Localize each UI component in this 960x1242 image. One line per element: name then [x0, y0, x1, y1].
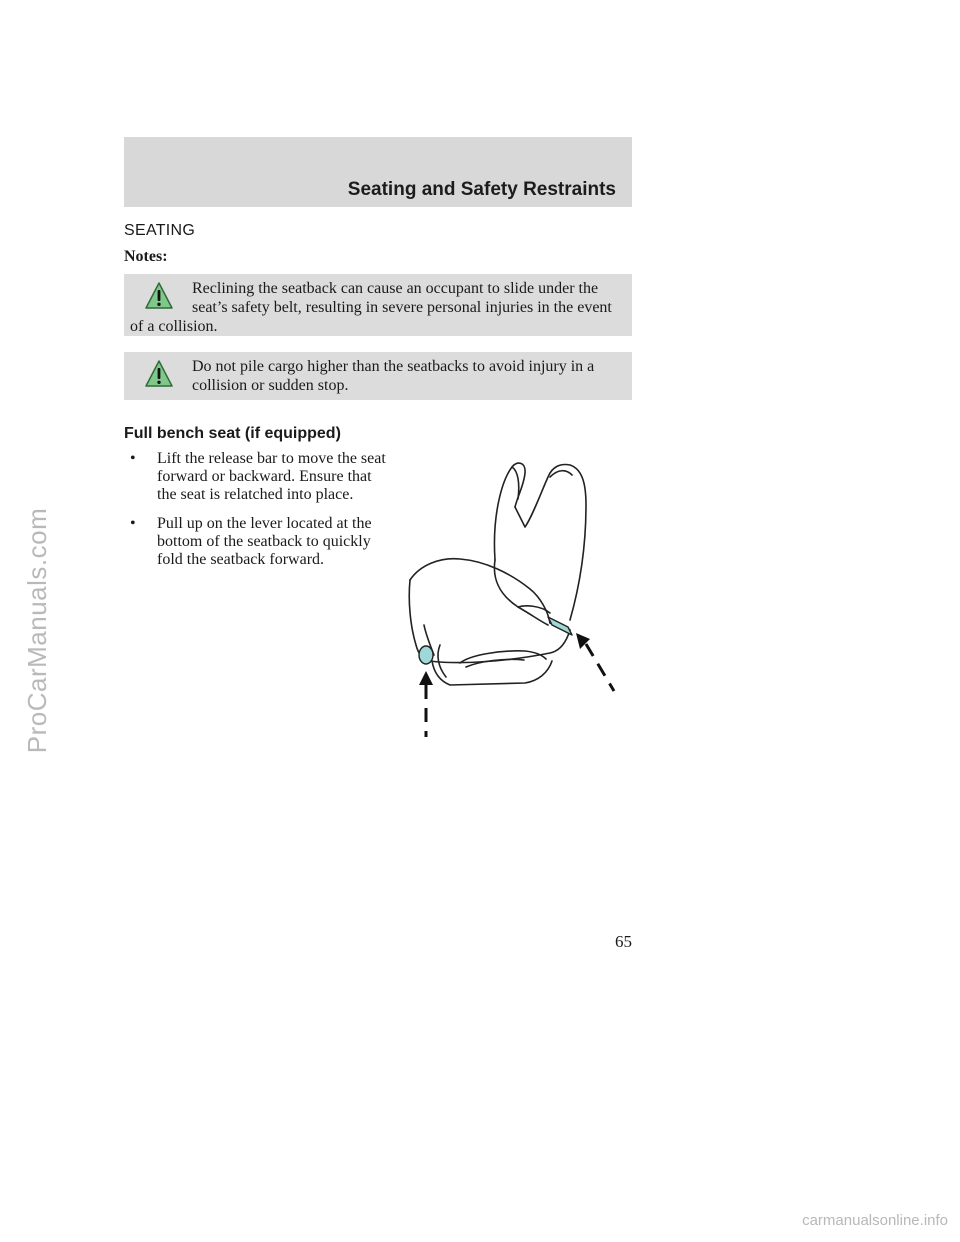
warning-box-recline	[124, 274, 632, 336]
page-number: 65	[615, 932, 632, 951]
bullet-text: Lift the release bar to move the seat forward or backward. Ensure that the seat is relatched into place.	[157, 450, 386, 503]
bench-seat-instructions	[124, 450, 394, 580]
chapter-header	[124, 137, 632, 207]
warning-triangle-icon	[144, 281, 174, 311]
warning-text-cargo: Do not pile cargo higher than the seatbacks to avoid injury in a collision or sudden stop.	[192, 358, 595, 394]
bullet-glyph: •	[130, 515, 136, 532]
bullet-text: Pull up on the lever located at the bottom of the seatback to quickly fold the seatback forward.	[157, 515, 372, 568]
side-watermark-text: ProCarManuals.com	[22, 507, 53, 753]
section-heading: SEATING	[124, 222, 196, 239]
footer-watermark: carmanualsonline.info	[802, 1212, 948, 1229]
warning-text-recline: Reclining the seatback can cause an occupant to slide under the seat’s safety belt, resulting in severe personal injuries in the event of a collision.	[130, 280, 612, 335]
bench-seat-heading: Full bench seat (if equipped)	[124, 425, 341, 442]
list-item	[124, 450, 394, 504]
chapter-title: Seating and Safety Restraints	[347, 179, 616, 200]
side-watermark	[8, 430, 68, 830]
notes-label: Notes:	[124, 248, 168, 265]
bench-seat-illustration	[400, 455, 620, 740]
list-item	[124, 515, 394, 569]
warning-triangle-icon	[144, 359, 174, 389]
bullet-glyph: •	[130, 450, 136, 467]
warning-box-cargo	[124, 352, 632, 400]
